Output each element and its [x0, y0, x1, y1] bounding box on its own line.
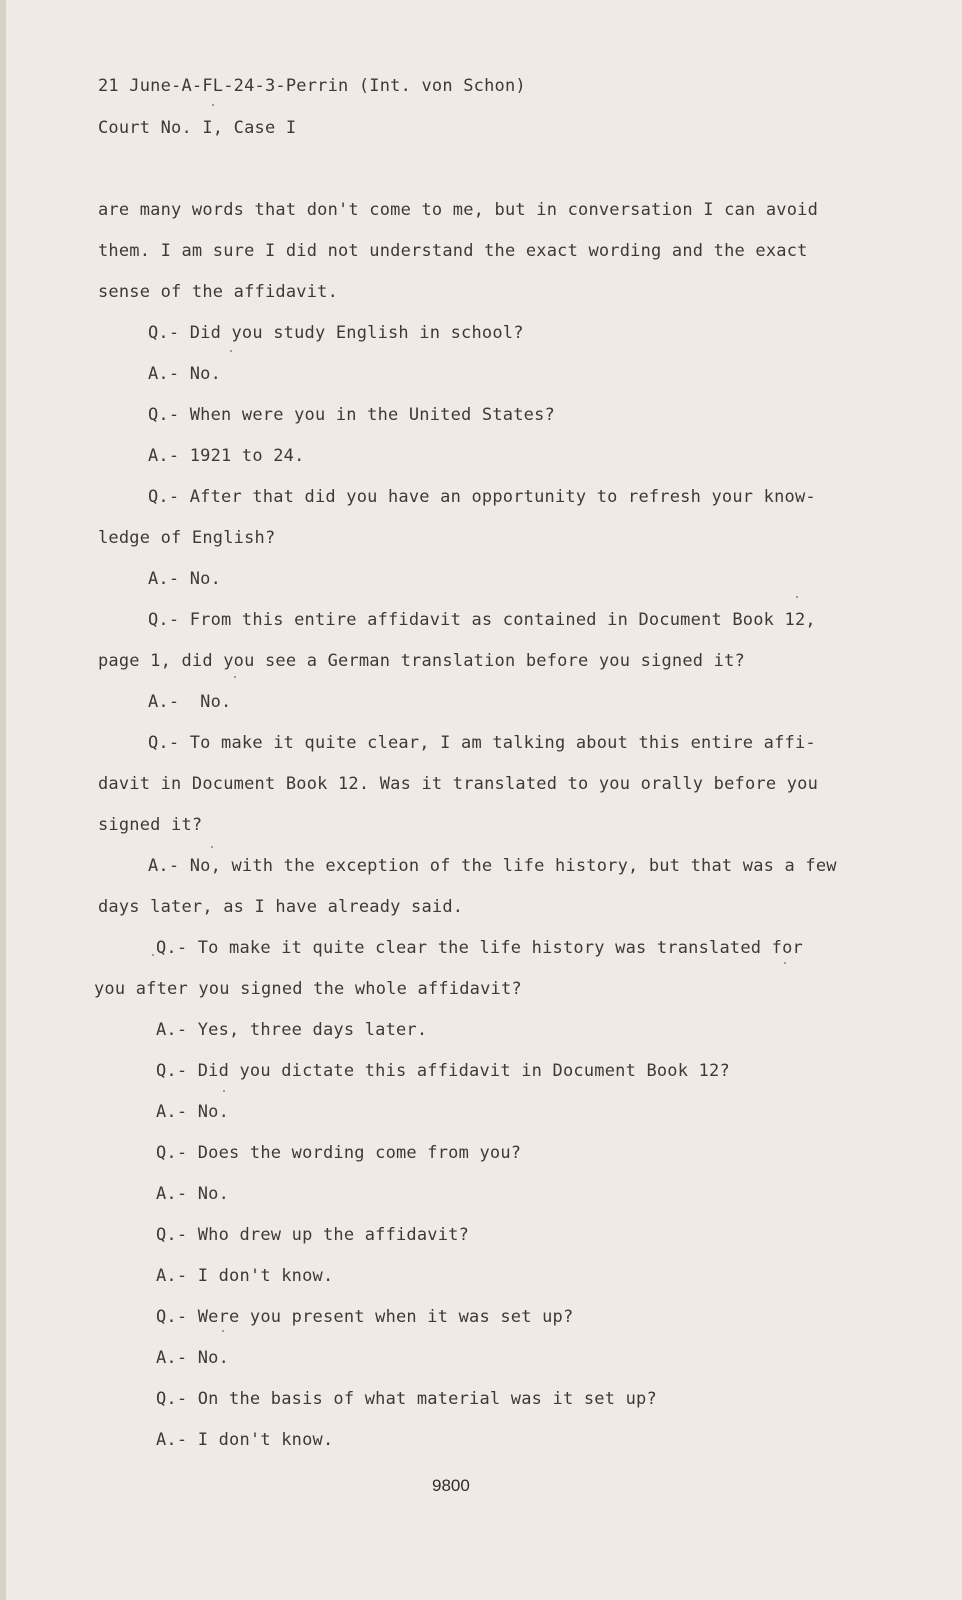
document-header-line-2: Court No. I, Case I	[98, 118, 297, 138]
paper-speck	[784, 962, 786, 964]
body-line: ledge of English?	[98, 528, 276, 548]
question-line: Q.- Does the wording come from you?	[156, 1143, 522, 1163]
paper-speck	[234, 676, 236, 678]
paper-speck	[152, 954, 154, 956]
question-line: Q.- Did you dictate this affidavit in Document Book 12?	[156, 1061, 730, 1081]
body-line: sense of the affidavit.	[98, 282, 339, 302]
question-line: Q.- On the basis of what material was it set up?	[156, 1389, 657, 1409]
answer-line: A.- I don't know.	[156, 1430, 334, 1450]
answer-line: A.- No.	[148, 364, 222, 384]
body-line: page 1, did you see a German translation before you signed it?	[98, 651, 745, 671]
answer-line: A.- I don't know.	[156, 1266, 334, 1286]
document-header-line-1: 21 June-A-FL-24-3-Perrin (Int. von Schon)	[98, 76, 526, 96]
question-line: Q.- When were you in the United States?	[148, 405, 555, 425]
paper-speck	[230, 350, 232, 352]
body-line: them. I am sure I did not understand the exact wording and the exact	[98, 241, 808, 261]
body-line: are many words that don't come to me, but in conversation I can avoid	[98, 200, 819, 220]
question-line: Q.- Who drew up the affidavit?	[156, 1225, 470, 1245]
answer-line: A.- No, with the exception of the life history, but that was a few	[148, 856, 837, 876]
body-line: davit in Document Book 12. Was it translated to you orally before you	[98, 774, 819, 794]
answer-line: A.- Yes, three days later.	[156, 1020, 428, 1040]
paper-speck	[222, 1330, 224, 1332]
question-line: Q.- To make it quite clear, I am talking about this entire affi-	[148, 733, 816, 753]
paper-speck	[212, 104, 214, 106]
answer-line: A.- No.	[156, 1102, 230, 1122]
question-line: Q.- From this entire affidavit as contained in Document Book 12,	[148, 610, 816, 630]
answer-line: A.- No.	[156, 1184, 230, 1204]
question-line: Q.- Were you present when it was set up?	[156, 1307, 574, 1327]
question-line: Q.- To make it quite clear the life history was translated for	[156, 938, 803, 958]
answer-line: A.- No.	[148, 569, 222, 589]
question-line: Q.- Did you study English in school?	[148, 323, 524, 343]
answer-line: A.- No.	[156, 1348, 230, 1368]
answer-line: A.- No.	[148, 692, 232, 712]
answer-line: A.- 1921 to 24.	[148, 446, 305, 466]
body-line: you after you signed the whole affidavit?	[94, 979, 522, 999]
paper-speck	[796, 596, 798, 598]
body-line: days later, as I have already said.	[98, 897, 464, 917]
body-line: signed it?	[98, 815, 203, 835]
paper-speck	[211, 846, 213, 848]
page-number: 9800	[432, 1476, 470, 1495]
question-line: Q.- After that did you have an opportunity to refresh your know-	[148, 487, 816, 507]
paper-speck	[223, 1090, 225, 1092]
